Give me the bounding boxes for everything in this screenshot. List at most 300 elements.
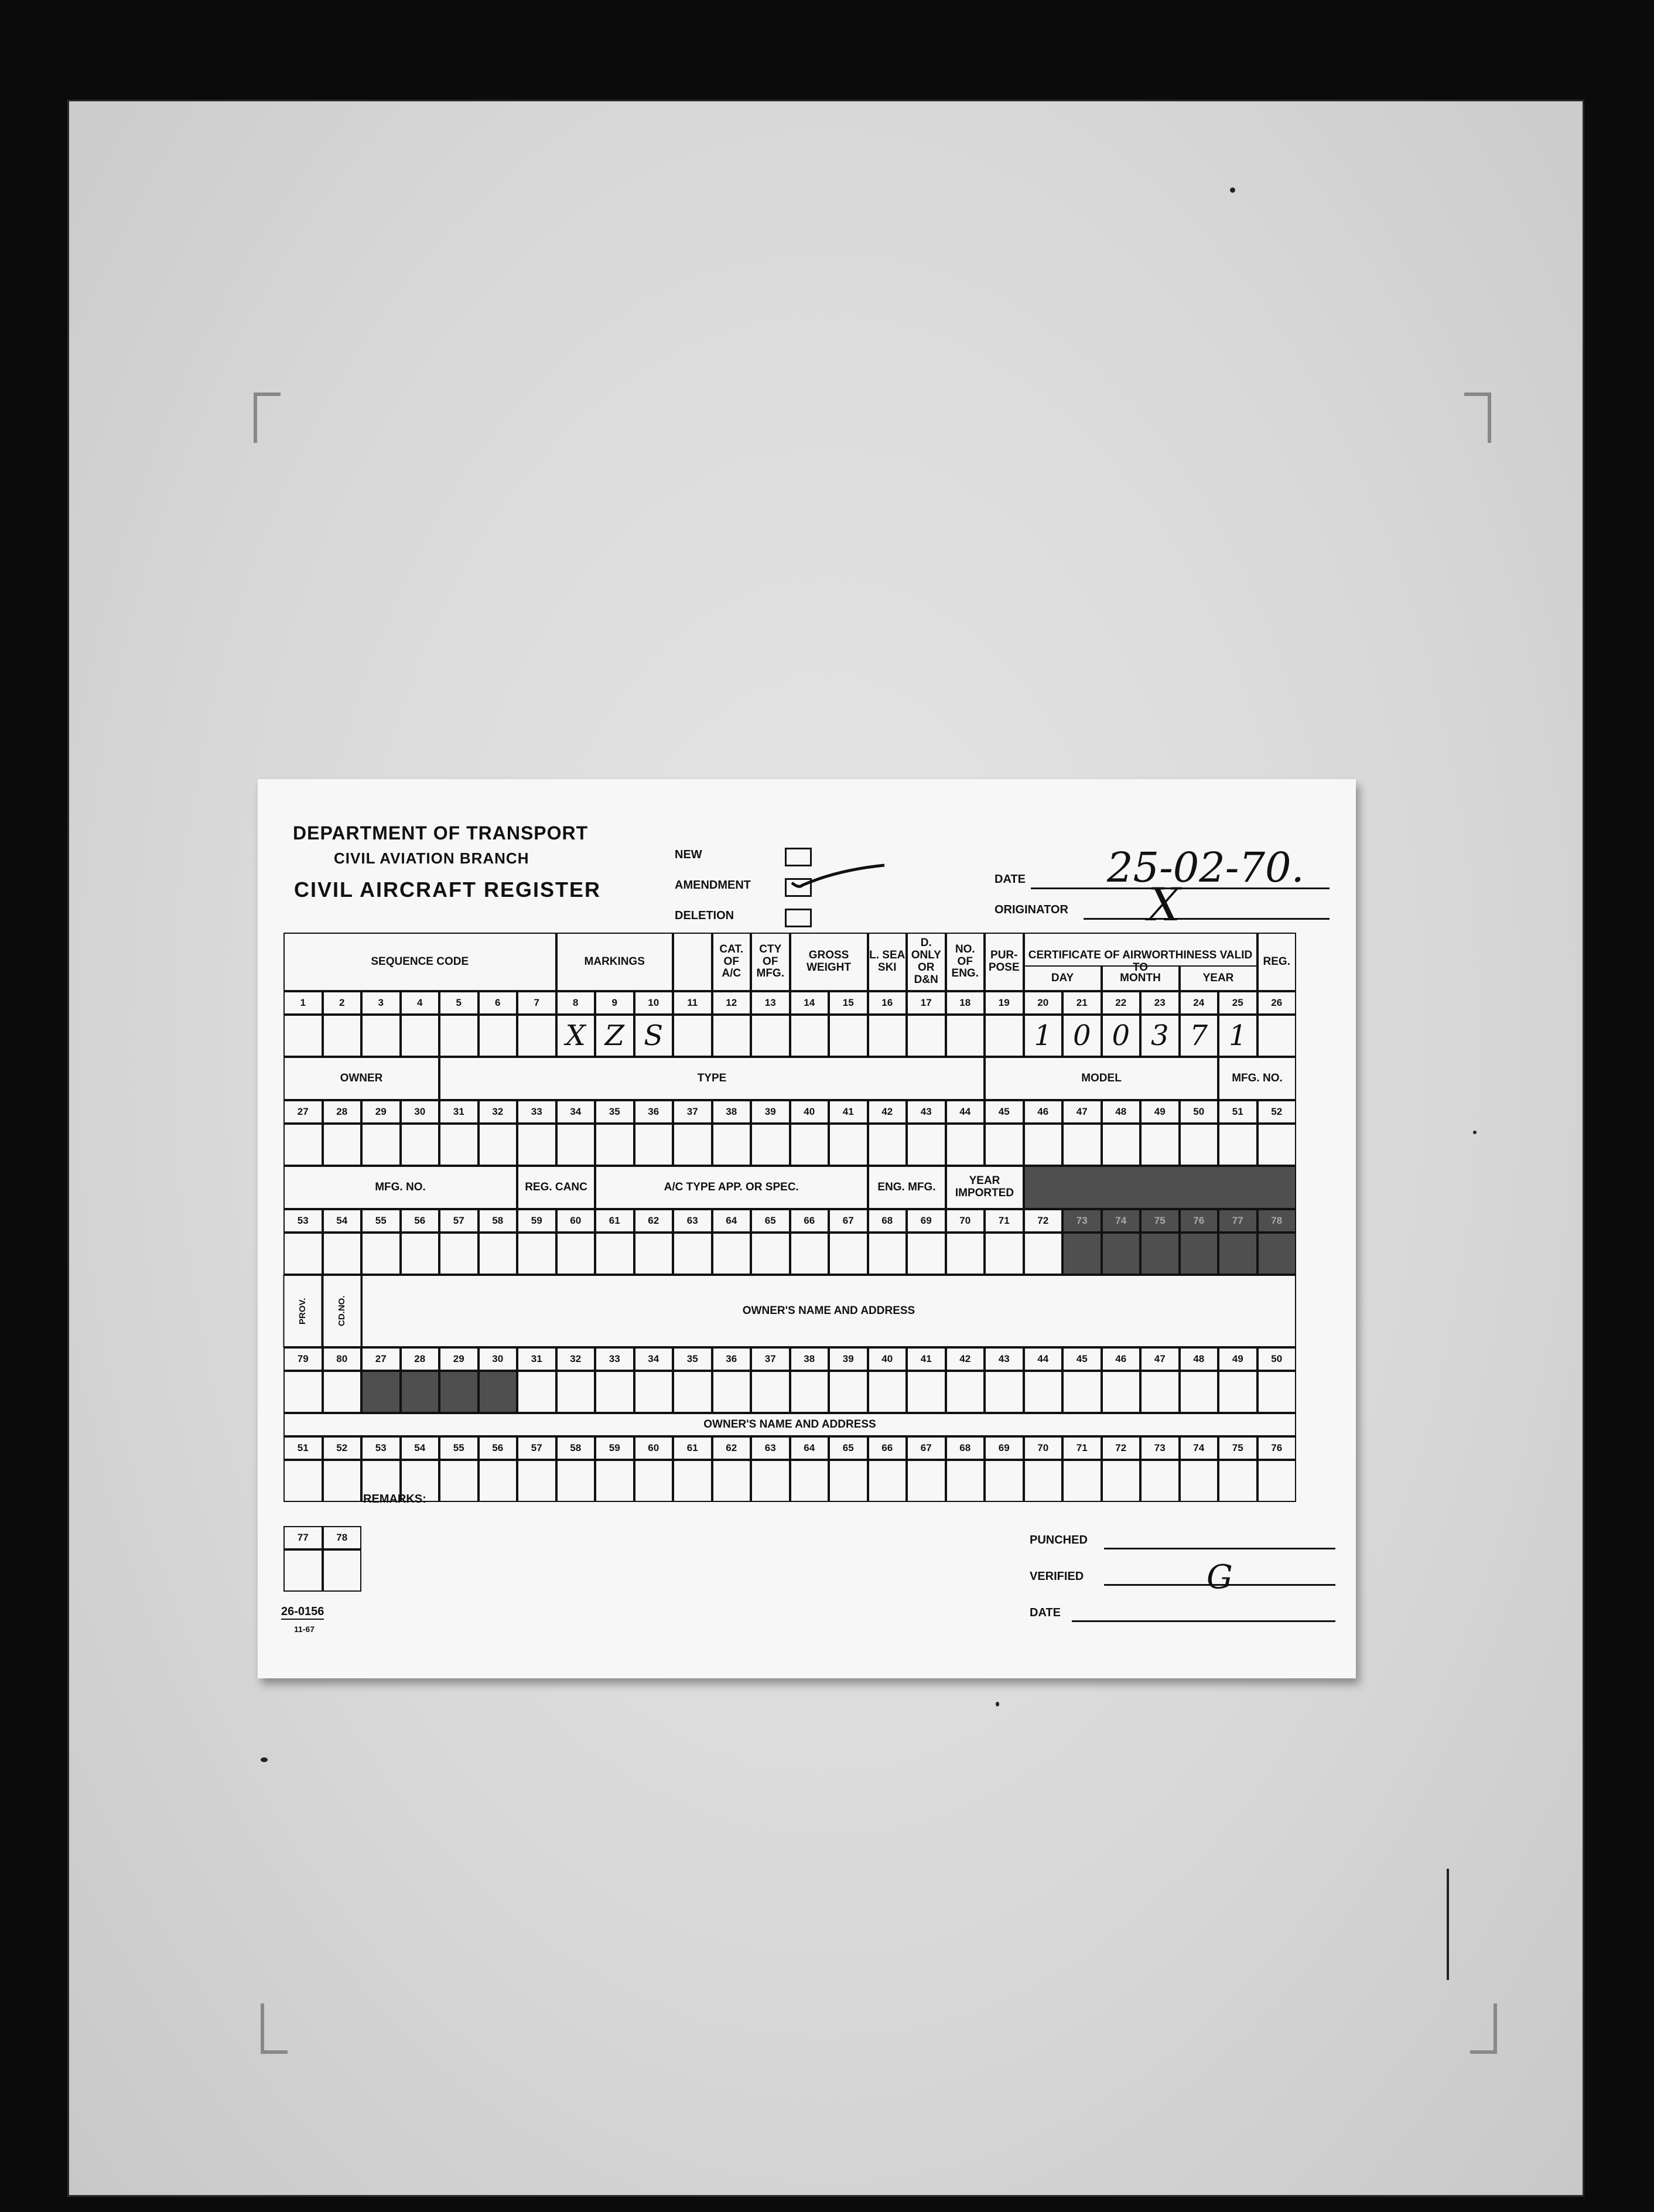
entry-box[interactable] [283, 1460, 323, 1502]
verified-label: VERIFIED [1030, 1570, 1084, 1583]
column-number: 28 [401, 1347, 440, 1371]
row3-header: A/C TYPE APP. OR SPEC. [595, 1166, 868, 1209]
column-number: 29 [361, 1100, 401, 1124]
column-number: 28 [323, 1100, 362, 1124]
entry-box[interactable] [1102, 1233, 1141, 1275]
column-number: 76 [1180, 1209, 1219, 1233]
entry-box[interactable] [401, 1233, 440, 1275]
column-number: 61 [673, 1436, 712, 1460]
column-number: 26 [1257, 991, 1297, 1015]
entry-box[interactable] [634, 1124, 674, 1166]
entry-box[interactable] [517, 1233, 556, 1275]
entry-box[interactable] [985, 1233, 1024, 1275]
entry-box[interactable] [985, 1124, 1024, 1166]
entry-box[interactable] [751, 1233, 790, 1275]
column-number: 63 [673, 1209, 712, 1233]
column-number: 53 [283, 1209, 323, 1233]
entry-box[interactable] [751, 1371, 790, 1413]
cert-sub-header: MONTH [1102, 965, 1180, 991]
entry-box[interactable] [517, 1371, 556, 1413]
column-number: 39 [751, 1100, 790, 1124]
register-form-card [258, 779, 1356, 1678]
entry-box[interactable] [1140, 1371, 1180, 1413]
entry-box[interactable] [1024, 1124, 1063, 1166]
entry-box[interactable] [790, 1015, 829, 1057]
entry-box[interactable] [946, 1460, 985, 1502]
entry-box[interactable] [595, 1124, 634, 1166]
entry-box[interactable]: 0 [1102, 1015, 1141, 1057]
entry-box[interactable] [479, 1124, 518, 1166]
entry-box[interactable] [1140, 1460, 1180, 1502]
row3-header: REG. CANC [517, 1166, 595, 1209]
column-number: 51 [1218, 1100, 1257, 1124]
entry-box[interactable] [556, 1233, 596, 1275]
entry-box[interactable] [556, 1124, 596, 1166]
entry-box[interactable] [907, 1460, 946, 1502]
entry-box[interactable] [946, 1233, 985, 1275]
row1-header: NO. OF ENG. [946, 933, 985, 991]
remarks-label: REMARKS: [363, 1493, 426, 1506]
entry-box[interactable] [907, 1015, 946, 1057]
column-number: 70 [1024, 1436, 1063, 1460]
entry-box[interactable] [283, 1233, 323, 1275]
entry-box[interactable]: X [556, 1015, 596, 1057]
entry-box[interactable] [1218, 1233, 1257, 1275]
entry-box[interactable] [751, 1124, 790, 1166]
entry-box[interactable] [868, 1371, 907, 1413]
row1-header: CERTIFICATE OF AIRWORTHINESS VALID TO [1024, 933, 1257, 991]
column-number: 61 [595, 1209, 634, 1233]
entry-box[interactable] [323, 1371, 362, 1413]
entry-box[interactable] [1062, 1371, 1102, 1413]
column-number: 54 [401, 1436, 440, 1460]
entry-box[interactable] [712, 1233, 751, 1275]
column-number: 10 [634, 991, 674, 1015]
crop-mark-top-left [254, 392, 281, 443]
entry-box[interactable] [790, 1460, 829, 1502]
column-number: 69 [907, 1209, 946, 1233]
column-number: 40 [868, 1347, 907, 1371]
entry-box[interactable] [556, 1460, 596, 1502]
column-number: 79 [283, 1347, 323, 1371]
entry-box[interactable] [946, 1371, 985, 1413]
column-number: 78 [1257, 1209, 1297, 1233]
entry-box[interactable] [1180, 1460, 1219, 1502]
row2-header: OWNER [283, 1057, 439, 1100]
row2-header: MODEL [985, 1057, 1218, 1100]
column-number: 22 [1102, 991, 1141, 1015]
punched-label: PUNCHED [1030, 1534, 1088, 1547]
cert-sub-header: YEAR [1180, 965, 1257, 991]
entry-box[interactable]: 1 [1218, 1015, 1257, 1057]
form-revision: 11-67 [294, 1624, 315, 1634]
row1-header: D. ONLY OR D&N [907, 933, 946, 991]
column-number: 9 [595, 991, 634, 1015]
column-number: 20 [1024, 991, 1063, 1015]
column-number: 33 [595, 1347, 634, 1371]
column-number: 65 [829, 1436, 868, 1460]
column-number: 13 [751, 991, 790, 1015]
entry-box[interactable] [1102, 1124, 1141, 1166]
column-number: 62 [634, 1209, 674, 1233]
column-number: 77 [283, 1526, 323, 1549]
column-number: 18 [946, 991, 985, 1015]
scratch-line [1447, 1869, 1449, 1980]
entry-box[interactable] [323, 1015, 362, 1057]
column-number: 68 [868, 1209, 907, 1233]
column-number: 60 [556, 1209, 596, 1233]
entry-box[interactable] [1062, 1124, 1102, 1166]
column-number: 16 [868, 991, 907, 1015]
entry-box[interactable] [479, 1015, 518, 1057]
column-number: 43 [985, 1347, 1024, 1371]
originator-label: ORIGINATOR [995, 903, 1068, 916]
entry-box[interactable] [829, 1460, 868, 1502]
entry-box[interactable] [946, 1015, 985, 1057]
column-number: 57 [517, 1436, 556, 1460]
row1-header: CTY OF MFG. [751, 933, 790, 991]
column-number: 35 [595, 1100, 634, 1124]
dust-speck [1473, 1131, 1477, 1134]
entry-box[interactable] [1062, 1233, 1102, 1275]
column-number: 45 [1062, 1347, 1102, 1371]
column-number: 60 [634, 1436, 674, 1460]
entry-box[interactable] [1024, 1460, 1063, 1502]
entry-box[interactable] [361, 1371, 401, 1413]
column-number: 75 [1140, 1209, 1180, 1233]
cdno-header: CD.NO. [323, 1275, 362, 1347]
entry-box[interactable] [479, 1460, 518, 1502]
column-number: 62 [712, 1436, 751, 1460]
entry-box[interactable] [1102, 1371, 1141, 1413]
entry-box[interactable]: 1 [1024, 1015, 1063, 1057]
entry-box[interactable] [907, 1233, 946, 1275]
column-number: 47 [1140, 1347, 1180, 1371]
verified-value: G [1207, 1558, 1233, 1596]
entry-box[interactable] [790, 1233, 829, 1275]
row1-header: REG. [1257, 933, 1297, 991]
column-number: 71 [985, 1209, 1024, 1233]
entry-box[interactable] [517, 1124, 556, 1166]
entry-box[interactable]: 3 [1140, 1015, 1180, 1057]
originator-line [1084, 918, 1330, 920]
entry-box[interactable] [439, 1233, 479, 1275]
column-number: 67 [829, 1209, 868, 1233]
entry-box[interactable] [283, 1371, 323, 1413]
column-number: 64 [712, 1209, 751, 1233]
entry-box[interactable] [595, 1371, 634, 1413]
entry-box[interactable] [556, 1371, 596, 1413]
column-number: 58 [479, 1209, 518, 1233]
column-number: 44 [946, 1100, 985, 1124]
row2-header: MFG. NO. [1218, 1057, 1296, 1100]
column-number: 21 [1062, 991, 1102, 1015]
column-number: 32 [556, 1347, 596, 1371]
column-number: 48 [1102, 1100, 1141, 1124]
entry-box[interactable] [751, 1460, 790, 1502]
column-number: 58 [556, 1436, 596, 1460]
entry-box[interactable] [634, 1371, 674, 1413]
deletion-label: DELETION [675, 909, 734, 922]
entry-box[interactable] [361, 1015, 401, 1057]
column-number: 66 [868, 1436, 907, 1460]
entry-box[interactable] [1024, 1233, 1063, 1275]
column-number: 34 [634, 1347, 674, 1371]
column-number: 29 [439, 1347, 479, 1371]
column-number: 48 [1180, 1347, 1219, 1371]
entry-box[interactable] [1024, 1371, 1063, 1413]
column-number: 41 [829, 1100, 868, 1124]
date2-line [1072, 1620, 1335, 1622]
column-number: 74 [1180, 1436, 1219, 1460]
entry-box[interactable] [1257, 1371, 1297, 1413]
column-number: 30 [401, 1100, 440, 1124]
row1-header [673, 933, 712, 991]
entry-box[interactable] [673, 1233, 712, 1275]
entry-box[interactable] [595, 1460, 634, 1502]
column-number: 40 [790, 1100, 829, 1124]
column-number: 38 [712, 1100, 751, 1124]
column-number: 52 [1257, 1100, 1297, 1124]
column-number: 50 [1180, 1100, 1219, 1124]
column-number: 59 [517, 1209, 556, 1233]
column-number: 38 [790, 1347, 829, 1371]
column-number: 72 [1024, 1209, 1063, 1233]
date2-label: DATE [1030, 1606, 1061, 1619]
column-number: 72 [1102, 1436, 1141, 1460]
entry-box[interactable] [1180, 1124, 1219, 1166]
column-number: 33 [517, 1100, 556, 1124]
entry-box[interactable] [1180, 1233, 1219, 1275]
dust-speck [261, 1757, 268, 1762]
entry-box[interactable] [985, 1371, 1024, 1413]
column-number: 27 [361, 1347, 401, 1371]
column-number: 56 [479, 1436, 518, 1460]
column-number: 6 [479, 991, 518, 1015]
column-number: 73 [1140, 1436, 1180, 1460]
column-number: 49 [1140, 1100, 1180, 1124]
row3-header: ENG. MFG. [868, 1166, 946, 1209]
row3-header: MFG. NO. [283, 1166, 517, 1209]
column-number: 57 [439, 1209, 479, 1233]
column-number: 14 [790, 991, 829, 1015]
entry-box[interactable] [712, 1460, 751, 1502]
row1-header: SEQUENCE CODE [283, 933, 556, 991]
entry-box[interactable] [985, 1015, 1024, 1057]
entry-box[interactable] [829, 1371, 868, 1413]
entry-box[interactable] [712, 1371, 751, 1413]
row1-header: GROSS WEIGHT [790, 933, 868, 991]
entry-box[interactable] [283, 1124, 323, 1166]
amendment-label: AMENDMENT [675, 879, 751, 892]
row5-header: OWNER'S NAME AND ADDRESS [283, 1413, 1296, 1436]
entry-box[interactable] [517, 1460, 556, 1502]
column-number: 71 [1062, 1436, 1102, 1460]
entry-box[interactable] [868, 1015, 907, 1057]
column-number: 52 [323, 1436, 362, 1460]
entry-box[interactable] [673, 1124, 712, 1166]
originator-value: X [1148, 879, 1181, 931]
column-number: 24 [1180, 991, 1219, 1015]
column-number: 19 [985, 991, 1024, 1015]
column-number: 63 [751, 1436, 790, 1460]
entry-box[interactable] [1257, 1460, 1297, 1502]
column-number: 27 [283, 1100, 323, 1124]
entry-box[interactable] [401, 1015, 440, 1057]
entry-box[interactable] [829, 1233, 868, 1275]
entry-box[interactable] [751, 1015, 790, 1057]
dust-speck [996, 1702, 999, 1706]
entry-box[interactable] [323, 1549, 362, 1592]
column-number: 43 [907, 1100, 946, 1124]
entry-box[interactable]: S [634, 1015, 674, 1057]
entry-box[interactable] [868, 1233, 907, 1275]
row1-header: PUR- POSE [985, 933, 1024, 991]
entry-box[interactable] [1218, 1460, 1257, 1502]
entry-box[interactable] [1180, 1371, 1219, 1413]
column-number: 42 [946, 1347, 985, 1371]
entry-box[interactable] [868, 1460, 907, 1502]
column-number: 67 [907, 1436, 946, 1460]
entry-box[interactable] [985, 1460, 1024, 1502]
entry-box[interactable]: Z [595, 1015, 634, 1057]
entry-box[interactable] [790, 1124, 829, 1166]
entry-box[interactable] [829, 1124, 868, 1166]
entry-box[interactable] [673, 1460, 712, 1502]
column-number: 73 [1062, 1209, 1102, 1233]
crop-mark-bottom-left [261, 2003, 288, 2054]
column-number: 75 [1218, 1436, 1257, 1460]
column-number: 2 [323, 991, 362, 1015]
entry-box[interactable] [323, 1233, 362, 1275]
entry-box[interactable] [1140, 1124, 1180, 1166]
column-number: 70 [946, 1209, 985, 1233]
crop-mark-bottom-right [1470, 2003, 1497, 2054]
column-number: 5 [439, 991, 479, 1015]
entry-box[interactable] [1140, 1233, 1180, 1275]
column-number: 77 [1218, 1209, 1257, 1233]
entry-box[interactable] [673, 1371, 712, 1413]
entry-box[interactable] [323, 1460, 362, 1502]
entry-box[interactable] [361, 1233, 401, 1275]
entry-box[interactable] [283, 1015, 323, 1057]
column-number: 68 [946, 1436, 985, 1460]
entry-box[interactable] [790, 1371, 829, 1413]
row1-header: MARKINGS [556, 933, 674, 991]
column-number: 30 [479, 1347, 518, 1371]
column-number: 65 [751, 1209, 790, 1233]
column-number: 3 [361, 991, 401, 1015]
column-number: 56 [401, 1209, 440, 1233]
dept-title: DEPARTMENT OF TRANSPORT [293, 822, 589, 844]
entry-box[interactable] [479, 1233, 518, 1275]
column-number: 36 [712, 1347, 751, 1371]
new-label: NEW [675, 848, 702, 861]
punched-line [1104, 1548, 1335, 1549]
column-number: 23 [1140, 991, 1180, 1015]
column-number: 8 [556, 991, 596, 1015]
entry-box[interactable] [439, 1371, 479, 1413]
entry-box[interactable] [401, 1124, 440, 1166]
column-number: 37 [673, 1100, 712, 1124]
entry-box[interactable] [283, 1549, 323, 1592]
column-number: 25 [1218, 991, 1257, 1015]
crop-mark-top-right [1464, 392, 1491, 443]
entry-box[interactable] [323, 1124, 362, 1166]
cert-sub-header: DAY [1024, 965, 1102, 991]
column-number: 80 [323, 1347, 362, 1371]
row3-header: YEAR IMPORTED [946, 1166, 1024, 1209]
column-number: 50 [1257, 1347, 1297, 1371]
entry-box[interactable] [712, 1015, 751, 1057]
column-number: 76 [1257, 1436, 1297, 1460]
entry-box[interactable] [829, 1015, 868, 1057]
entry-box[interactable] [907, 1371, 946, 1413]
column-number: 53 [361, 1436, 401, 1460]
entry-box[interactable] [946, 1124, 985, 1166]
entry-box[interactable] [673, 1015, 712, 1057]
column-number: 46 [1024, 1100, 1063, 1124]
column-number: 69 [985, 1436, 1024, 1460]
entry-box[interactable] [361, 1124, 401, 1166]
entry-box[interactable] [868, 1124, 907, 1166]
column-number: 55 [361, 1209, 401, 1233]
entry-box[interactable] [479, 1371, 518, 1413]
column-number: 7 [517, 991, 556, 1015]
column-number: 17 [907, 991, 946, 1015]
row2-header: TYPE [439, 1057, 985, 1100]
column-number: 66 [790, 1209, 829, 1233]
entry-box[interactable] [1102, 1460, 1141, 1502]
column-number: 15 [829, 991, 868, 1015]
deletion-checkbox[interactable] [785, 909, 812, 927]
entry-box[interactable] [401, 1371, 440, 1413]
column-number: 49 [1218, 1347, 1257, 1371]
column-number: 12 [712, 991, 751, 1015]
entry-box[interactable] [439, 1124, 479, 1166]
entry-box[interactable] [634, 1460, 674, 1502]
dust-speck [1230, 187, 1235, 193]
date-label: DATE [995, 873, 1026, 886]
entry-box[interactable] [595, 1233, 634, 1275]
entry-box[interactable] [1218, 1371, 1257, 1413]
entry-box[interactable]: 7 [1180, 1015, 1219, 1057]
date-value: 25-02-70. [1107, 844, 1304, 892]
entry-box[interactable] [634, 1233, 674, 1275]
column-number: 4 [401, 991, 440, 1015]
entry-box[interactable] [517, 1015, 556, 1057]
column-number: 39 [829, 1347, 868, 1371]
entry-box[interactable] [712, 1124, 751, 1166]
entry-box[interactable] [1257, 1015, 1297, 1057]
entry-box[interactable] [907, 1124, 946, 1166]
entry-box[interactable] [1257, 1124, 1297, 1166]
row3-header [1024, 1166, 1297, 1209]
owner-name-header: OWNER'S NAME AND ADDRESS [361, 1275, 1296, 1347]
column-number: 45 [985, 1100, 1024, 1124]
entry-box[interactable] [1062, 1460, 1102, 1502]
register-title: CIVIL AIRCRAFT REGISTER [294, 878, 602, 902]
column-number: 1 [283, 991, 323, 1015]
prov-header: PROV. [283, 1275, 323, 1347]
entry-box[interactable]: 0 [1062, 1015, 1102, 1057]
entry-box[interactable] [439, 1015, 479, 1057]
entry-box[interactable] [439, 1460, 479, 1502]
column-number: 31 [439, 1100, 479, 1124]
entry-box[interactable] [1218, 1124, 1257, 1166]
checkmark-icon [785, 858, 890, 899]
entry-box[interactable] [1257, 1233, 1297, 1275]
